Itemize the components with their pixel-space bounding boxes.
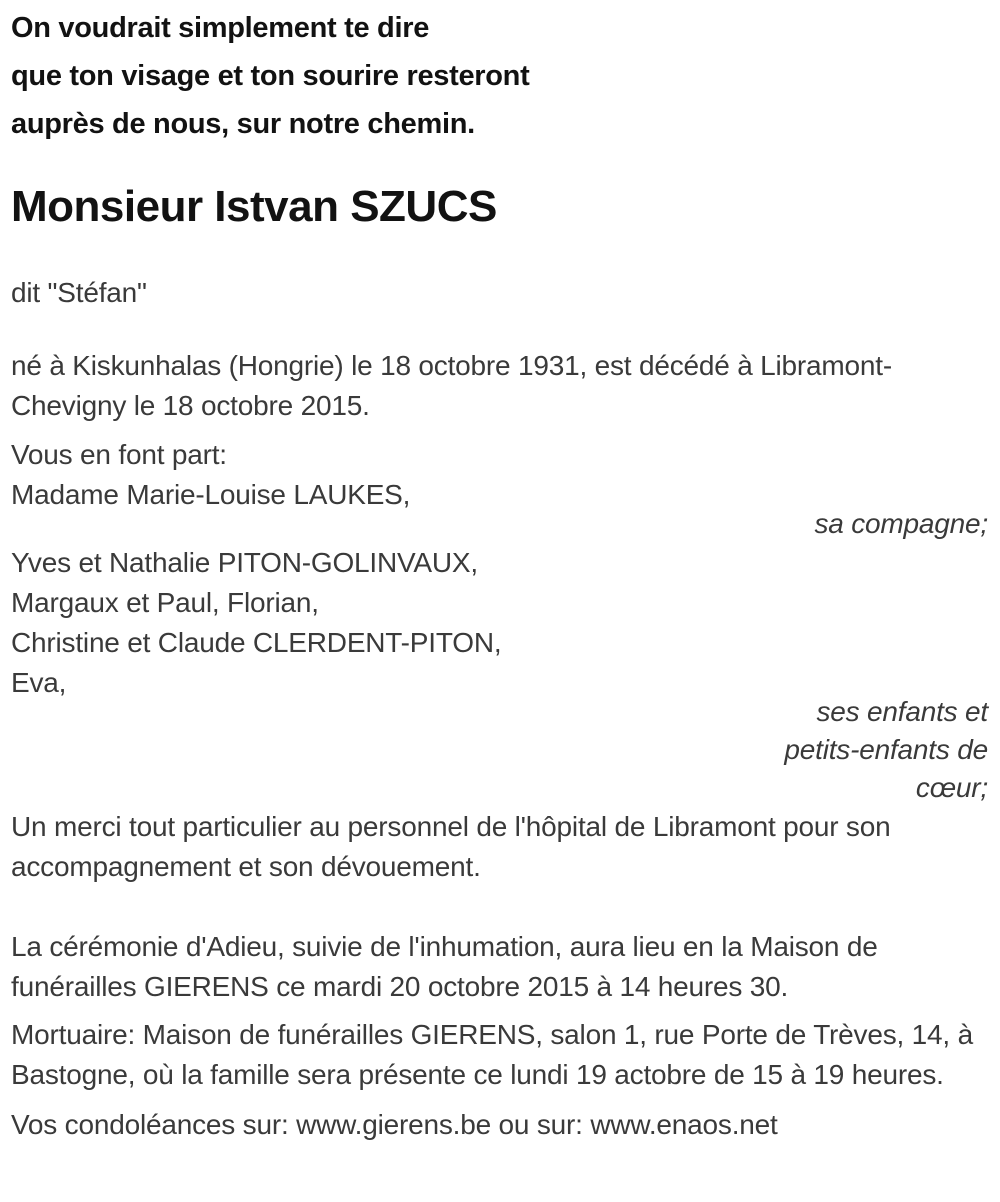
condolences-paragraph: Vos condoléances sur: www.gierens.be ou sur: www.enaos.net (11, 1109, 778, 1140)
family-member: Christine et Claude CLERDENT-PITON, (11, 627, 502, 658)
epigraph-line: auprès de nous, sur notre chemin. (11, 108, 475, 140)
thanks-paragraph: Un merci tout particulier au personnel de l'hôpital de Libramont pour son accompagnement et son dévouement. (11, 811, 891, 882)
family-group (11, 475, 988, 543)
epigraph-line: On voudrait simplement te dire (11, 12, 430, 44)
family-relation-line: sa compagne; (814, 508, 988, 539)
family-member: Margaux et Paul, Florian, (11, 587, 319, 618)
deceased-name: Monsieur Istvan SZUCS (11, 182, 497, 231)
family-member: Madame Marie-Louise LAUKES, (11, 479, 411, 510)
mortuary-paragraph: Mortuaire: Maison de funérailles GIERENS, salon 1, rue Porte de Trèves, 14, à Bastogne, où la famille sera présente ce lundi 19 actobre de 15 à 19 heures. (11, 1019, 973, 1090)
ceremony-paragraph: La cérémonie d'Adieu, suivie de l'inhumation, aura lieu en la Maison de funérailles GIERENS ce mardi 20 octobre 2015 à 14 heures 30. (11, 931, 878, 1002)
family-relation (11, 693, 988, 807)
family-relation-line: cœur; (915, 772, 988, 803)
epigraph (11, 4, 988, 148)
family-relation-line: ses enfants et (816, 696, 988, 727)
deceased-nickname: dit "Stéfan" (11, 277, 147, 308)
family-group (11, 543, 988, 807)
family-relation-line: petits-enfants de (784, 734, 988, 765)
announcement-paragraph: né à Kiskunhalas (Hongrie) le 18 octobre 1931, est décédé à Libramont-Chevigny le 18 octobre 2015. (11, 350, 892, 421)
family-member: Eva, (11, 667, 67, 698)
epigraph-line: que ton visage et ton sourire resteront (11, 60, 530, 92)
family-member: Yves et Nathalie PITON-GOLINVAUX, (11, 547, 478, 578)
family-intro: Vous en font part: (11, 439, 227, 470)
